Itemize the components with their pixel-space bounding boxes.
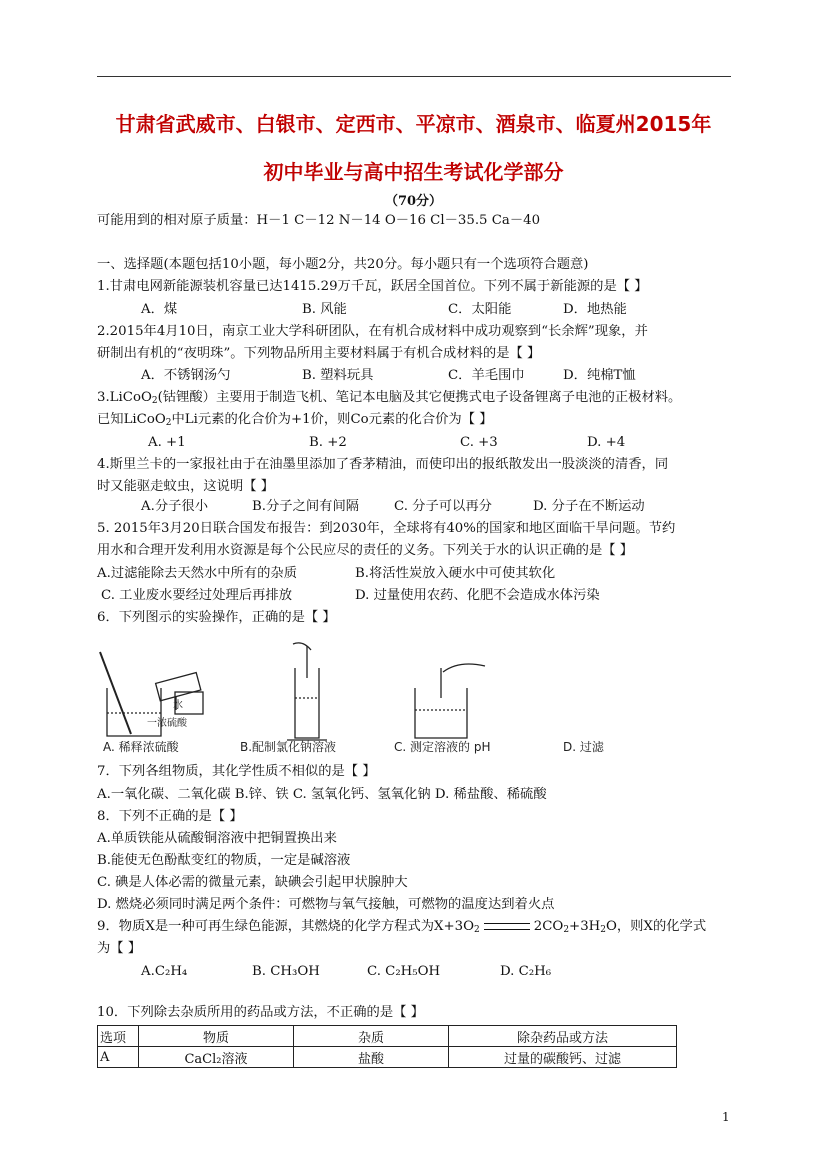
equation-sign [484,923,530,930]
label-acid: 一浓硫酸 [147,718,187,729]
q1-stem: 1.甘肃电网新能源装机容量已达1415.29万千瓦，跃居全国首位。下列不属于新能源的是【 】 [97,279,648,294]
q3-option-a: A. +1 [148,435,186,450]
table-cell: A [98,1047,139,1068]
header-rule [97,76,731,77]
exam-title-line2: 初中毕业与高中招生考试化学部分 [263,160,564,184]
q1-option-b: B. 风能 [302,302,347,317]
q10-stem: 10．下列除去杂质所用的药品或方法，不正确的是【 】 [97,1005,424,1020]
q3-stem-line1: 3.LiCoO$_2$(钴锂酸）主要用于制造飞机、笔记本电脑及其它便携式电子设备锂离子电池的正极材料。 [97,390,682,406]
figure-c-ph-test [415,664,485,738]
figure-c-caption: C. 测定溶液的 pH [394,740,491,754]
q9-option-b: B. CH₃OH [252,964,320,979]
q9-option-c: C. C₂H₅OH [367,964,441,979]
q7-options: A.一氧化碳、二氧化碳 B.锌、铁 C. 氢氧化钙、氢氧化钠 D. 稀盐酸、稀硫酸 [97,787,547,802]
q2-option-d: D．纯棉T恤 [563,368,636,383]
table-cell: 过量的碳酸钙、过滤 [449,1047,677,1068]
section-heading: 一、选择题(本题包括10小题，每小题2分，共20分。每小题只有一个选项符合题意) [97,257,589,272]
q6-stem: 6．下列图示的实验操作，正确的是【 】 [97,610,336,625]
q9-option-a: A.C₂H₄ [141,964,188,979]
figure-b-caption: B.配制氯化钠溶液 [240,740,337,754]
table-cell: 盐酸 [294,1047,449,1068]
table-header-cell: 杂质 [294,1026,449,1047]
q8-option-a: A.单质铁能从硫酸铜溶液中把铜置换出来 [97,831,337,846]
table-header-cell: 除杂药品或方法 [449,1026,677,1047]
q8-option-b: B.能使无色酚酞变红的物质，一定是碱溶液 [97,853,351,868]
table-row [98,1047,677,1068]
figure-d-caption: D. 过滤 [563,740,604,754]
table-cell: CaCl₂溶液 [139,1047,294,1068]
table-header-row [98,1026,677,1047]
q5-option-d: D. 过量使用农药、化肥不会造成水体污染 [355,588,600,603]
table-header-cell: 物质 [139,1026,294,1047]
q7-stem: 7．下列各组物质，其化学性质不相似的是【 】 [97,764,376,779]
q8-option-d: D. 燃烧必须同时满足两个条件：可燃物与氧气接触，可燃物的温度达到着火点 [97,897,555,912]
q5-stem-line1: 5. 2015年3月20日联合国发布报告：到2030年，全球将有40%的国家和地区面临干旱问题。节约 [97,521,676,536]
q5-stem-line2: 用水和合理开发利用水资源是每个公民应尽的责任的义务。下列关于水的认识正确的是【 】 [97,543,634,558]
q9-option-d: D. C₂H₆ [500,964,552,979]
q3-stem-line2: 已知LiCoO$_2$中Li元素的化合价为+1价，则Co元素的化合价为【 】 [97,412,493,428]
exam-title-line1: 甘肃省武威市、白银市、定西市、平凉市、酒泉市、临夏州2015年 [115,112,712,136]
q4-option-d: D. 分子在不断运动 [533,499,645,514]
q5-option-b: B.将活性炭放入硬水中可使其软化 [355,566,556,581]
label-water: 水 [173,700,183,711]
q2-stem-line2: 研制出有机的“夜明珠”。下列物品所用主要材料属于有机合成材料的是【 】 [97,346,541,361]
q4-option-b: B.分子之间有间隔 [252,499,360,514]
q5-option-a: A.过滤能除去天然水中所有的杂质 [97,566,297,581]
q1-option-c: C．太阳能 [448,302,512,317]
q8-stem: 8．下列不正确的是【 】 [97,809,243,824]
q2-option-a: A．不锈钢汤勺 [141,368,231,383]
q2-stem-line1: 2.2015年4月10日，南京工业大学科研团队，在有机合成材料中成功观察到“长余辉”现象，并 [97,324,648,339]
q1-option-a: A．煤 [141,302,178,317]
q2-option-b: B. 塑料玩具 [302,368,374,383]
q3-option-c: C. +3 [460,435,498,450]
q1-option-d: D．地热能 [563,302,627,317]
q4-stem-line1: 4.斯里兰卡的一家报社由于在油墨里添加了香茅精油，而使印出的报纸散发出一股淡淡的清香，同 [97,457,669,472]
q9-stem-line2: 为【 】 [97,941,142,956]
q4-option-a: A.分子很小 [141,499,209,514]
table-header-cell: 选项 [98,1026,139,1047]
q4-option-c: C. 分子可以再分 [394,499,492,514]
q10-table [97,1025,677,1068]
page-number: 1 [722,1110,730,1124]
q2-option-c: C．羊毛围巾 [448,368,525,383]
atomic-mass-line: 可能用到的相对原子质量：H－1 C－12 N－14 O－16 Cl－35.5 Ca－40 [97,213,541,228]
q9-stem-line1: 9．物质X是一种可再生绿色能源，其燃烧的化学方程式为$X+3O_2$ $2CO_2+3H_2O$，则X的化学式 [97,919,707,935]
q4-stem-line2: 时又能驱走蚊虫，这说明【 】 [97,479,275,494]
figure-a-caption: A. 稀释浓硫酸 [103,740,179,754]
q5-option-c: C. 工业废水要经过处理后再排放 [101,588,293,603]
figure-b-cylinder [287,643,327,740]
q3-option-d: D. +4 [587,435,626,450]
q3-option-b: B. +2 [309,435,347,450]
total-score: （70分） [384,194,443,209]
q8-option-c: C. 碘是人体必需的微量元素，缺碘会引起甲状腺肿大 [97,875,408,890]
